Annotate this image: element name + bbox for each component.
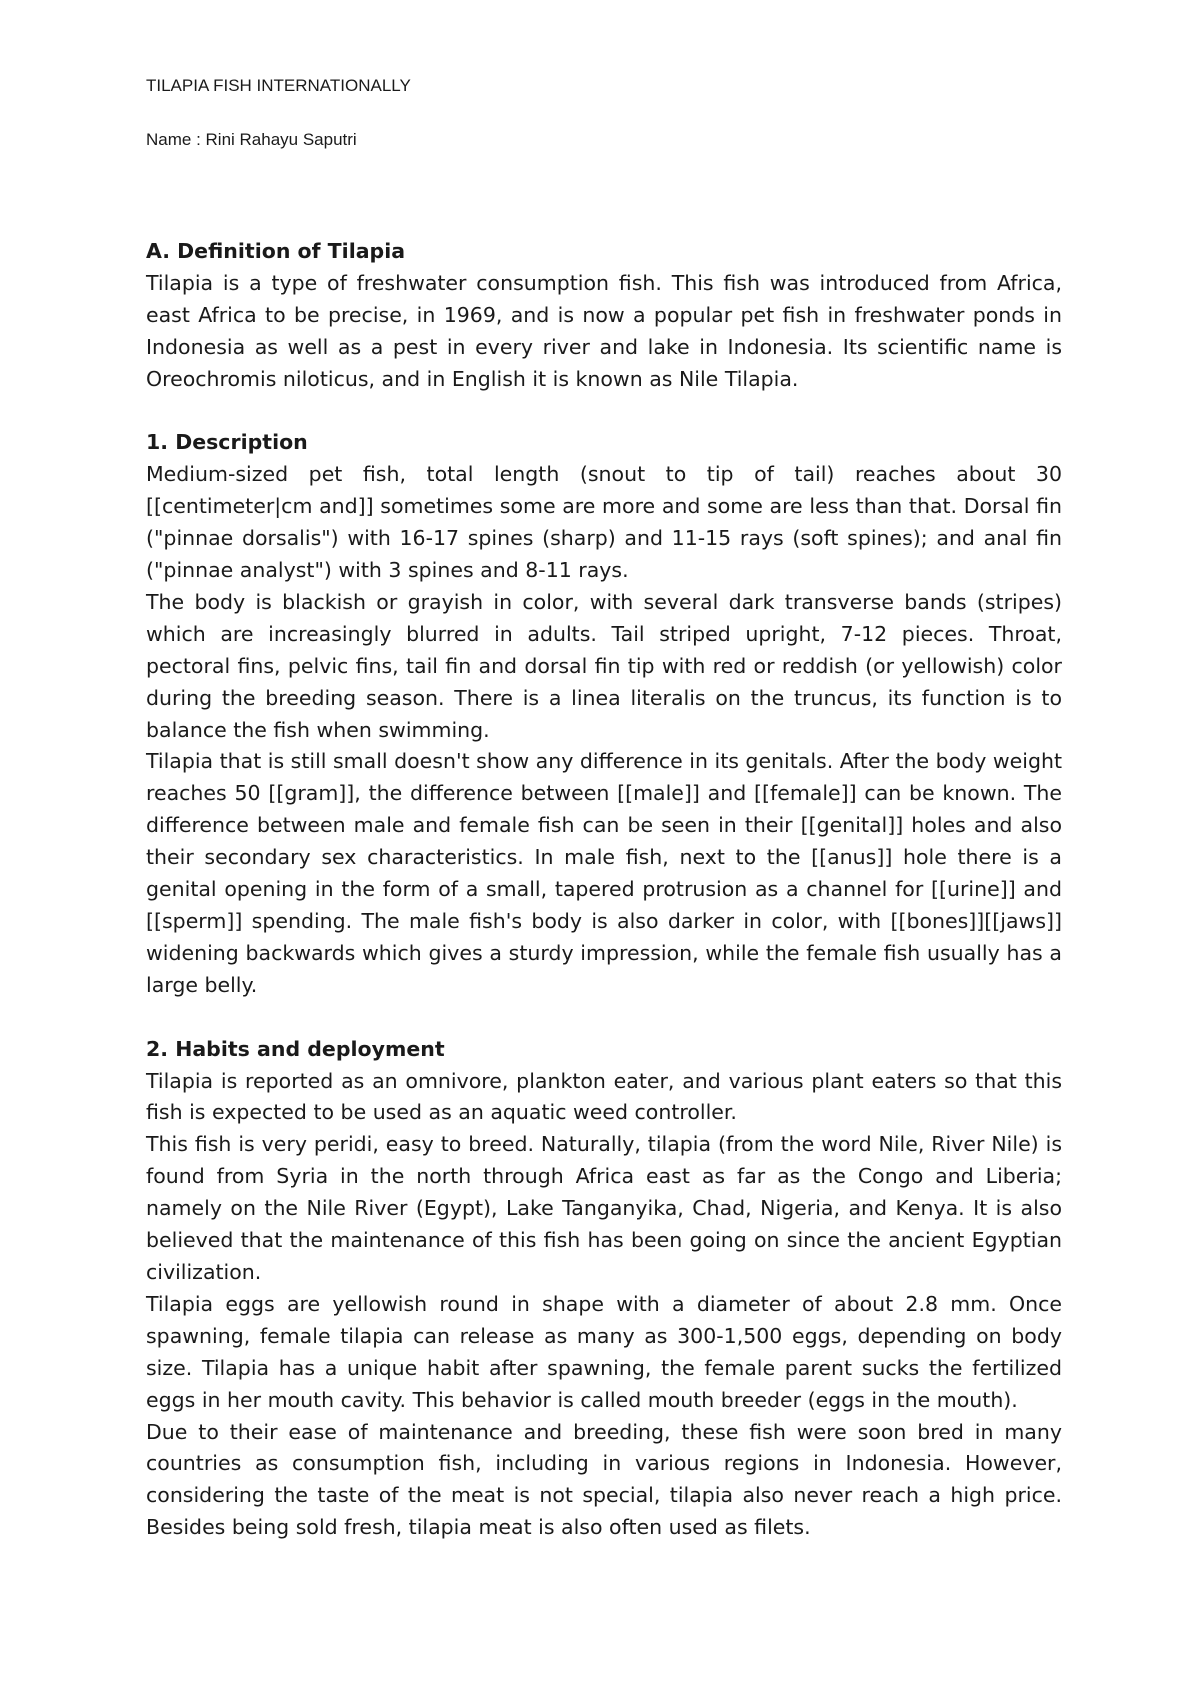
section-heading-description: 1. Description [146, 430, 308, 455]
document-title: TILAPIA FISH INTERNATIONALLY [146, 76, 411, 95]
paragraph: Due to their ease of maintenance and breeding, these fish were soon bred in many countries as consumption fish, including in various regions in Indonesia. However, considering the taste of the meat is not special, tilapia also never reach a high price. Besides being sold fresh, tilapia meat is also often used as filets. [146, 1419, 1062, 1540]
paragraph: The body is blackish or grayish in color, with several dark transverse bands (stripes) which are increasingly blurred in adults. Tail striped upright, 7-12 pieces. Throat, pectoral fins, pelvic fins, tail fin and dorsal fin tip with red or reddish (or yellowish) color during the breeding season. There is a linea literalis on the truncus, its function is to balance the fish when swimming. [146, 589, 1062, 742]
paragraph: Medium-sized pet fish, total length (snout to tip of tail) reaches about 30 [[centimeter|cm and]] sometimes some are more and some are less than that. Dorsal fin ("pinnae dorsalis") with 16-17 spines (sharp) and 11-15 rays (soft spines); and anal fin ("pinnae analyst") with 3 spines and 8-11 rays. [146, 462, 1062, 583]
author-name: Name : Rini Rahayu Saputri [146, 130, 357, 149]
paragraph: Tilapia eggs are yellowish round in shape with a diameter of about 2.8 mm. Once spawning, female tilapia can release as many as 300-1,500 eggs, depending on body size. Tilapia has a unique habit after spawning, the female parent sucks the fertilized eggs in her mouth cavity. This behavior is called mouth breeder (eggs in the mouth). [146, 1291, 1062, 1412]
document-body [146, 236, 1062, 1544]
paragraph-spacer [146, 396, 1062, 428]
section-heading-habits: 2. Habits and deployment [146, 1036, 445, 1061]
paragraph: Tilapia that is still small doesn't show any difference in its genitals. After the body weight reaches 50 [[gram]], the difference between [[male]] and [[female]] can be known. The difference between male and female fish can be seen in their [[genital]] holes and also their secondary sex characteristics. In male fish, next to the [[anus]] hole there is a genital opening in the form of a small, tapered protrusion as a channel for [[urine]] and [[sperm]] spending. The male fish's body is also darker in color, with [[bones]][[jaws]] widening backwards which gives a sturdy impression, while the female fish usually has a large belly. [146, 749, 1062, 997]
paragraph-spacer [146, 1002, 1062, 1034]
paragraph: Tilapia is reported as an omnivore, plankton eater, and various plant eaters so that this fish is expected to be used as an aquatic weed controller. [146, 1068, 1062, 1125]
section-heading-definition: A. Definition of Tilapia [146, 239, 406, 263]
paragraph: Tilapia is a type of freshwater consumption fish. This fish was introduced from Africa, east Africa to be precise, in 1969, and is now a popular pet fish in freshwater ponds in Indonesia as well as a pest in every river and lake in Indonesia. Its scientific name is Oreochromis niloticus, and in English it is known as Nile Tilapia. [146, 270, 1062, 391]
paragraph: This fish is very peridi, easy to breed. Naturally, tilapia (from the word Nile, River Nile) is found from Syria in the north through Africa east as far as the Congo and Liberia; namely on the Nile River (Egypt), Lake Tanganyika, Chad, Nigeria, and Kenya. It is also believed that the maintenance of this fish has been going on since the ancient Egyptian civilization. [146, 1132, 1062, 1284]
